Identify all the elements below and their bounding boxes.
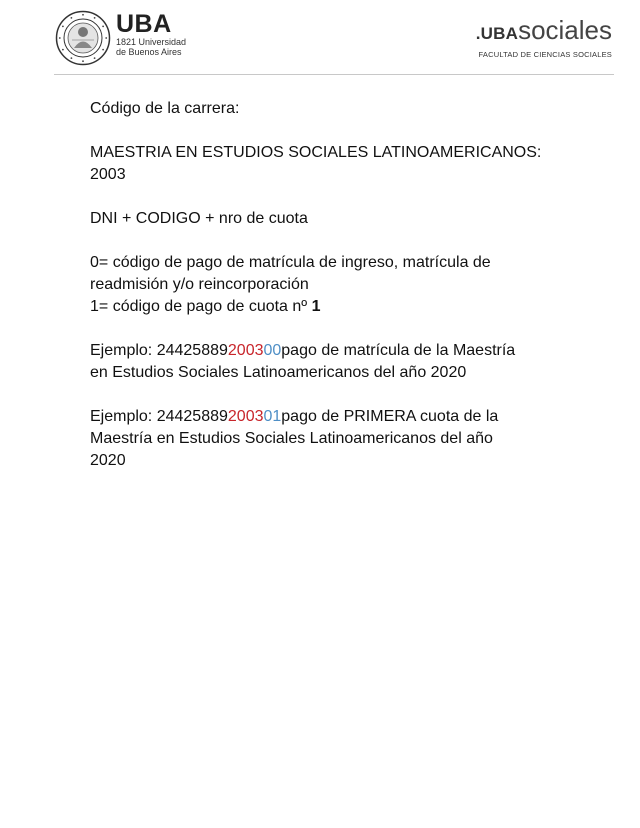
example-one bbox=[90, 340, 590, 362]
example-two-installment: 01 bbox=[263, 408, 282, 425]
uba-logo-line-1: 1821 Universidad bbox=[116, 37, 187, 47]
ubasociales-subtitle: FACULTAD DE CIENCIAS SOCIALES bbox=[478, 50, 612, 59]
rule-zero bbox=[90, 252, 590, 274]
rule-one bbox=[90, 296, 590, 318]
rule-one-digit: 1 bbox=[90, 298, 99, 315]
spacer bbox=[90, 318, 590, 340]
example-two-year: 2020 bbox=[90, 452, 126, 469]
example-two-dni: 24425889 bbox=[156, 408, 228, 425]
uba-logo bbox=[116, 12, 186, 57]
ubasociales-logo bbox=[476, 16, 612, 60]
example-one-installment: 00 bbox=[263, 342, 282, 359]
example-two bbox=[90, 406, 590, 428]
program-code: 2003 bbox=[90, 166, 126, 183]
example-one-dni: 24425889 bbox=[156, 342, 228, 359]
ubasociales-wordmark bbox=[476, 16, 612, 49]
example-two-label: Ejemplo: bbox=[90, 408, 157, 425]
header-divider bbox=[54, 74, 614, 75]
rule-one-number: 1 bbox=[311, 298, 321, 315]
career-code-label: Código de la carrera: bbox=[90, 100, 240, 117]
document-body bbox=[90, 98, 590, 472]
ubasociales-suffix: sociales bbox=[518, 15, 612, 45]
rule-zero-digit: 0 bbox=[90, 254, 99, 271]
spacer bbox=[90, 186, 590, 208]
spacer bbox=[90, 120, 590, 142]
example-two-description: pago de PRIMERA cuota de la bbox=[281, 408, 499, 425]
page-header bbox=[0, 0, 640, 78]
example-one-continued: en Estudios Sociales Latinoamericanos del año 2020 bbox=[90, 364, 467, 381]
example-two-program-code: 2003 bbox=[227, 408, 264, 425]
example-two-continued: Maestría en Estudios Sociales Latinoamericanos del año bbox=[90, 430, 493, 447]
uba-logo-title: UBA bbox=[116, 10, 172, 38]
rule-zero-continued: readmisión y/o reincorporación bbox=[90, 276, 309, 293]
rule-zero-text: = código de pago de matrícula de ingreso, matrícula de bbox=[98, 254, 491, 271]
code-formula: DNI + CODIGO + nro de cuota bbox=[90, 210, 308, 227]
uba-seal-icon bbox=[55, 10, 111, 66]
example-one-program-code: 2003 bbox=[227, 342, 264, 359]
example-one-label: Ejemplo: bbox=[90, 342, 157, 359]
rule-one-text: = código de pago de cuota nº bbox=[98, 298, 312, 315]
spacer bbox=[90, 384, 590, 406]
example-one-description: pago de matrícula de la Maestría bbox=[281, 342, 516, 359]
uba-logo-line-2: de Buenos Aires bbox=[116, 47, 182, 57]
ubasociales-prefix: .UBA bbox=[475, 24, 519, 43]
spacer bbox=[90, 230, 590, 252]
program-name: MAESTRIA EN ESTUDIOS SOCIALES LATINOAMERICANOS: bbox=[90, 144, 542, 161]
